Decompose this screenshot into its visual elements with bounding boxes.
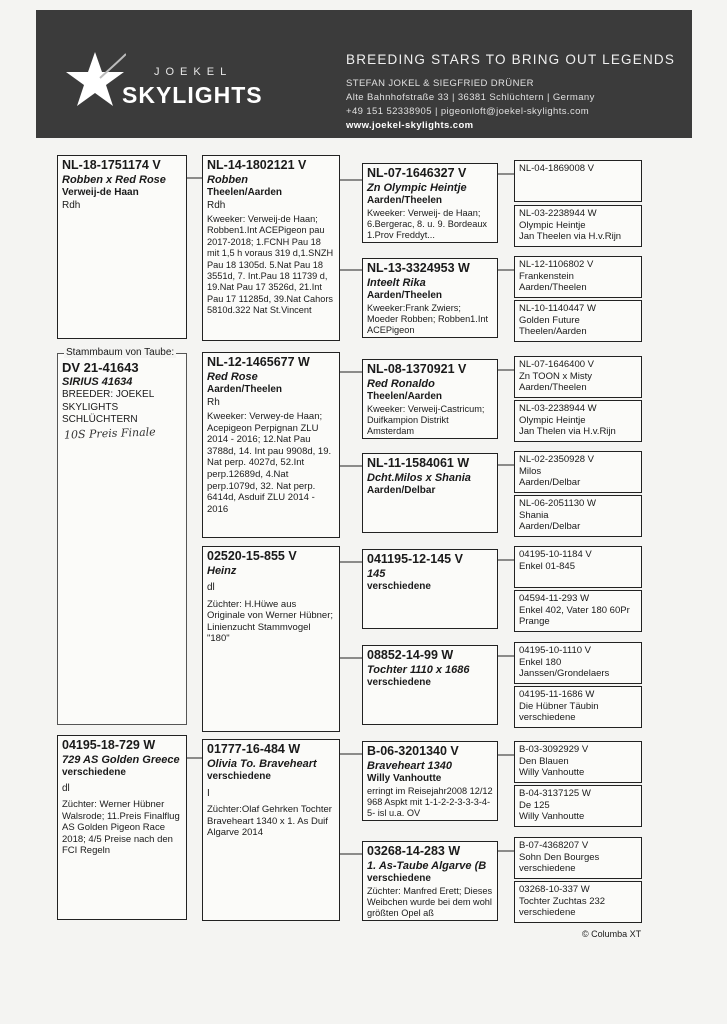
gp-ring: 02520-15-855 V <box>207 549 297 563</box>
ggp-owner: Theelen/Aarden <box>367 391 443 402</box>
ggp-name: Zn Olympic Heintje <box>367 182 467 194</box>
mother-ring: 04195-18-729 W <box>62 738 156 752</box>
ggp-ring: NL-13-3324953 W <box>367 261 470 275</box>
gp-owner: Theelen/Aarden <box>207 187 283 198</box>
gggp-ring: B-03-3092929 V <box>519 744 589 755</box>
gggp-ring: 03268-10-337 W <box>519 884 590 895</box>
gggp-ring: NL-07-1646400 V <box>519 359 594 370</box>
logo-wordmark: SKYLIGHTS <box>122 82 263 108</box>
ggp-ring: 041195-12-145 V <box>367 552 463 566</box>
gp-notes: Kweeker: Verweij-de Haan; Robben1.Int ACEPigeon pau 2017-2018; 1.FCNH Pau 18 mit 1,5 h voraus 319 d,1.SNZH Pau 18 1305d. 5.Nat Pau 18 3551d, 7. Int.Pau 18 11739 d, 19.Nat Pau 17 3526d, 21.Int Pau 17 11285d, 39.Nat Cahors 5810d.322 Nat St.Vincent <box>207 214 334 316</box>
ggp-name: Inteelt Rika <box>367 277 426 289</box>
gp-notes: Kweeker: Verwey-de Haan; Acepigeon Perpignan ZLU 2014 - 2016; 12.Nat Pau 3788d, 14. Int pau 9908d, 19. Nat perp. 4027d, 52.Int perp.12689d, 4.Nat perp.1079d, 32. Nat perp. 6414d, Asduif ZLU 2014 - 2016 <box>207 411 332 515</box>
subject-ring: DV 21-41643 <box>62 360 139 375</box>
ggp-name: Tochter 1110 x 1686 <box>367 664 470 676</box>
gggp-ring: NL-12-1106802 V <box>519 259 594 270</box>
gggp-line: Aarden/Theelen <box>519 382 587 394</box>
gggp-line: verschiedene <box>519 863 576 875</box>
mother-name: 729 AS Golden Greece <box>62 754 180 766</box>
tagline: BREEDING STARS TO BRING OUT LEGENDS <box>346 52 676 67</box>
contact: +49 151 52338905 | pigeonloft@joekel-skylights.com <box>346 106 590 117</box>
ggp-owner: verschiedene <box>367 581 431 592</box>
ggp-owner: verschiedene <box>367 873 431 884</box>
ggp-name: 1. As-Taube Algarve (B <box>367 860 487 872</box>
gggp-ring: NL-03-2238944 W <box>519 208 597 219</box>
gp-name: Olivia To. Braveheart <box>207 758 317 770</box>
gggp-line: Tochter Zuchtas 232 <box>519 895 606 907</box>
mother-color: dl <box>62 782 70 794</box>
father-color: Rdh <box>62 199 81 211</box>
ggp-name: Dcht.Milos x Shania <box>367 472 471 484</box>
mother-owner: verschiedene <box>62 767 126 778</box>
gggp-ring: NL-10-1140447 W <box>519 303 596 314</box>
gggp-line: Willy Vanhoutte <box>519 811 585 823</box>
ggp-ring: 08852-14-99 W <box>367 648 454 662</box>
gggp-line: Frankenstein <box>519 270 574 282</box>
ggp-notes: erringt im Reisejahr2008 12/12 968 Aspkt mit 1-1-2-2-3-3-3-4-5- isl u.a. OV <box>367 785 493 819</box>
gggp-line: Willy Vanhoutte <box>519 767 585 779</box>
ggp-owner: Willy Vanhoutte <box>367 773 442 784</box>
website-link[interactable]: www.joekel-skylights.com <box>346 120 474 131</box>
ggp-ring: NL-07-1646327 V <box>367 166 467 180</box>
gggp-line: Enkel 01-845 <box>519 560 575 572</box>
gp-notes: Züchter:Olaf Gehrken Tochter Braveheart 1340 x 1. As Duif Algarve 2014 <box>207 804 332 839</box>
father-name: Robben x Red Rose <box>62 174 166 186</box>
ggp-name: Braveheart 1340 <box>367 760 453 772</box>
gp-ring: NL-14-1802121 V <box>207 158 307 172</box>
gggp-line: Golden Future <box>519 314 580 326</box>
gggp-line: Enkel 402, Vater 180 60Pr <box>519 604 630 616</box>
gp-ring: NL-12-1465677 W <box>207 355 310 369</box>
gggp-line: Die Hübner Täubin <box>519 700 599 712</box>
ggp-ring: B-06-3201340 V <box>367 744 459 758</box>
ggp-name: 145 <box>367 568 386 580</box>
logo-subtitle: JOEKEL <box>154 66 233 78</box>
gp-color: Rh <box>207 396 220 408</box>
ggp-owner: Aarden/Theelen <box>367 195 443 206</box>
gp-name: Red Rose <box>207 371 258 383</box>
gggp-ring: B-04-3137125 W <box>519 788 591 799</box>
gggp-ring: NL-03-2238944 W <box>519 403 597 414</box>
gggp-line: Aarden/Delbar <box>519 477 581 489</box>
ggp-ring: NL-08-1370921 V <box>367 362 467 376</box>
gggp-line: Olympic Heintje <box>519 414 586 426</box>
gp-notes: Züchter: H.Hüwe aus Originale von Werner Hübner; Linienzucht Stammvogel "180" <box>207 598 334 645</box>
gggp-line: Olympic Heintje <box>519 219 586 231</box>
gggp-line: Jan Theelen via H.v.Rijn <box>519 231 622 243</box>
subject-line: SKYLIGHTS <box>62 401 119 413</box>
gp-color: Rdh <box>207 199 226 211</box>
gggp-line: De 125 <box>519 799 550 811</box>
father-owner: Verweij-de Haan <box>62 187 139 198</box>
subject-line: BREEDER: JOEKEL <box>62 389 155 400</box>
copyright: © Columba XT <box>582 929 642 939</box>
gggp-line: Prange <box>519 616 550 628</box>
ggp-notes: Kweeker: Verweij- de Haan; 6.Bergerac, 8. u. 9. Bordeaux 1.Prov Freddyt... <box>367 207 488 241</box>
gggp-ring: 04195-11-1686 W <box>519 689 595 700</box>
gggp-line: Den Blauen <box>519 755 569 767</box>
gggp-ring: 04594-11-293 W <box>519 593 590 604</box>
ggp-ring: 03268-14-283 W <box>367 844 461 858</box>
gggp-line: Zn TOON x Misty <box>519 370 593 382</box>
gggp-ring: NL-02-2350928 V <box>519 454 594 465</box>
gggp-ring: NL-04-1869008 V <box>519 163 594 174</box>
gggp-line: Janssen/Grondelaers <box>519 668 610 680</box>
owners: STEFAN JOKEL & SIEGFRIED DRÜNER <box>346 78 534 89</box>
ggp-owner: Aarden/Theelen <box>367 290 443 301</box>
gggp-ring: 04195-10-1184 V <box>519 549 592 560</box>
subject-line: SCHLÜCHTERN <box>62 414 138 425</box>
gggp-ring: NL-06-2051130 W <box>519 498 596 509</box>
subject-name: SIRIUS 41634 <box>62 376 133 388</box>
ggp-ring: NL-11-1584061 W <box>367 456 470 470</box>
gp-owner: verschiedene <box>207 771 271 782</box>
gggp-line: verschiedene <box>519 907 576 919</box>
gggp-line: Jan Thelen via H.v.Rijn <box>519 426 616 438</box>
gp-ring: 01777-16-484 W <box>207 742 301 756</box>
gggp-ring: B-07-4368207 V <box>519 840 589 851</box>
gggp-line: Sohn Den Bourges <box>519 851 600 863</box>
gggp-line: Theelen/Aarden <box>519 326 587 338</box>
gggp-line: Milos <box>519 465 542 477</box>
gggp-line: Shania <box>519 509 549 521</box>
mother-notes: Züchter: Werner Hübner Walsrode; 11.Preis Finalflug AS Golden Pigeon Race 2018; 4/5 Preise nach den FCI Regeln <box>62 799 180 857</box>
gp-color: dl <box>207 582 215 593</box>
gp-color: I <box>207 787 210 799</box>
gggp-ring: 04195-10-1110 V <box>519 645 592 656</box>
ggp-name: Red Ronaldo <box>367 378 435 390</box>
father-ring: NL-18-1751174 V <box>62 158 161 172</box>
ggp-notes: Züchter: Manfred Erett; Dieses Weibchen wurde bei dem wohl größten Opel aß <box>367 885 493 919</box>
gp-owner: Aarden/Theelen <box>207 384 283 395</box>
gp-name: Robben <box>207 174 248 186</box>
ggp-notes: Kweeker:Frank Zwiers; Moeder Robben; Robben1.Int ACEPigeon <box>367 302 489 336</box>
gp-name: Heinz <box>207 565 237 577</box>
gggp-line: verschiedene <box>519 712 576 724</box>
address: Alte Bahnhofstraße 33 | 36381 Schlüchtern | Germany <box>346 92 595 103</box>
pedigree-legend: Stammbaum von Taube: <box>66 347 175 358</box>
ggp-owner: Aarden/Delbar <box>367 485 436 496</box>
gggp-line: Aarden/Delbar <box>519 521 581 533</box>
ggp-owner: verschiedene <box>367 677 431 688</box>
handwritten-note: 10S Preis Finale <box>63 425 156 442</box>
ggp-notes: Kweeker: Verweij-Castricum; Duifkampion Distrikt Amsterdam <box>367 403 485 437</box>
gggp-line: Enkel 180 <box>519 656 562 668</box>
gggp-line: Aarden/Theelen <box>519 282 587 294</box>
